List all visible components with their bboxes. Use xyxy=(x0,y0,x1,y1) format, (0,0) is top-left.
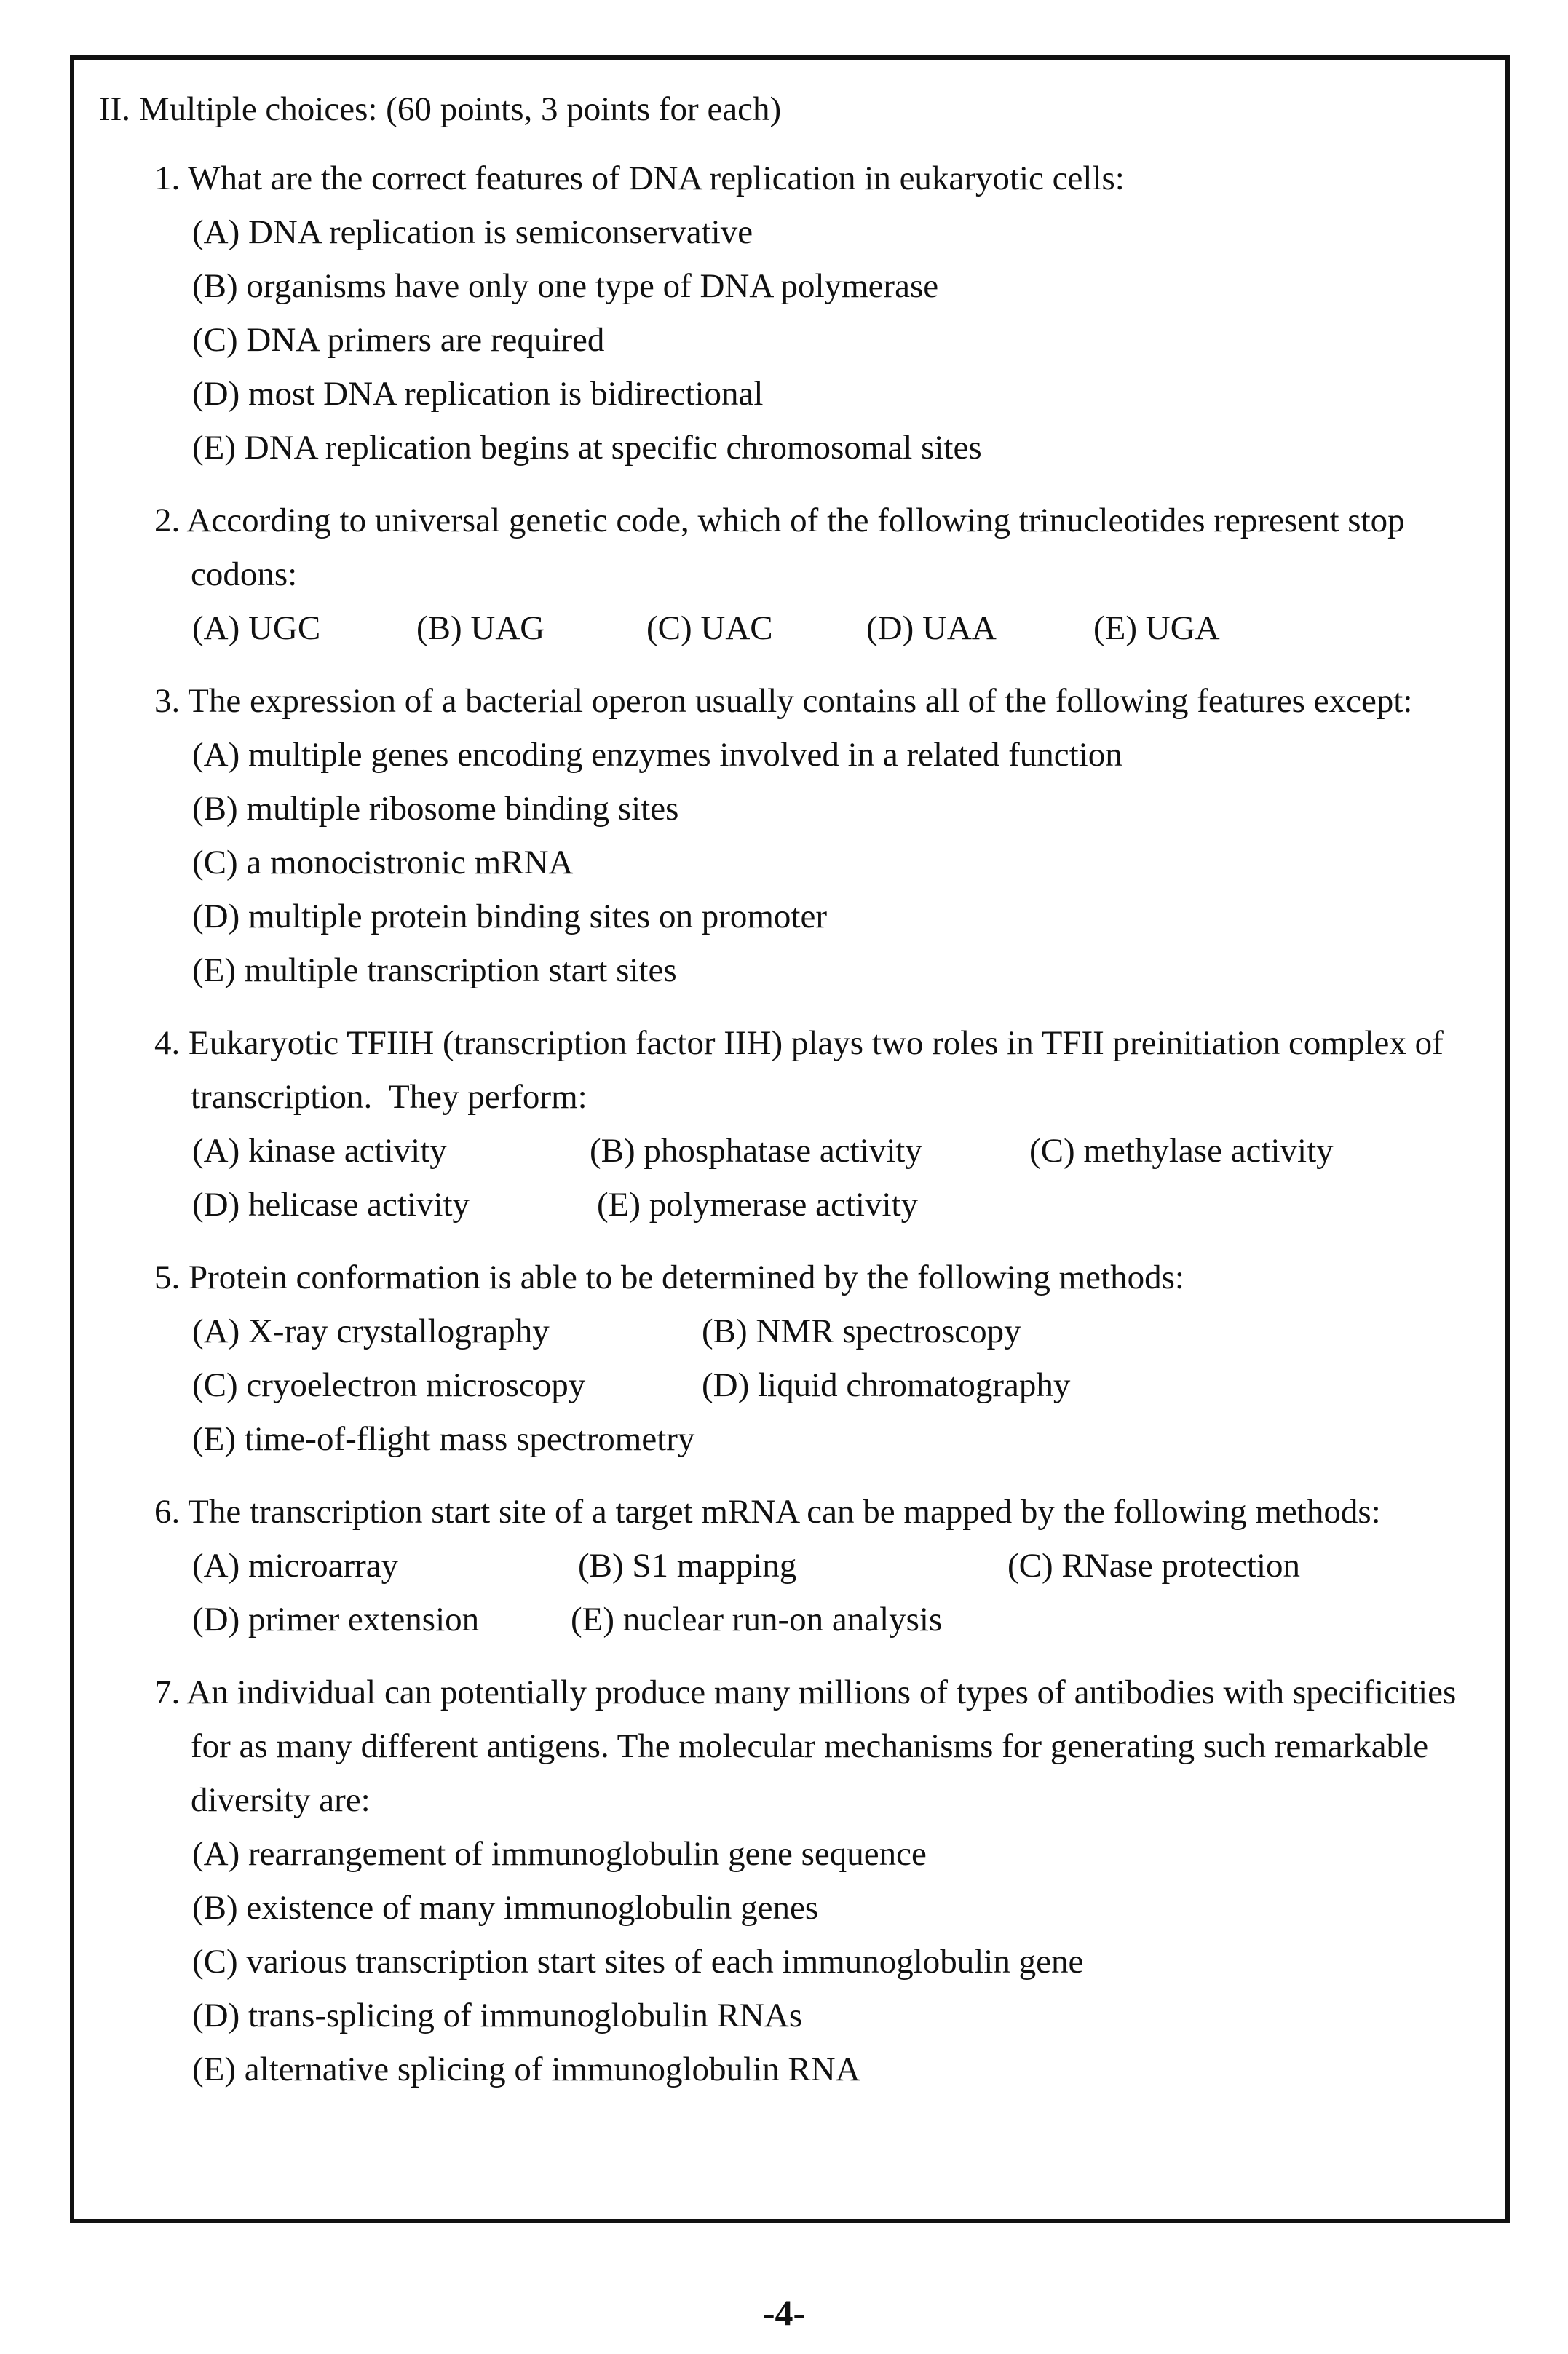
option-row xyxy=(99,1178,1476,1232)
question-stem xyxy=(99,1251,1476,1304)
option-e: (E) multiple transcription start sites xyxy=(192,951,677,989)
question-1 xyxy=(99,151,1476,475)
option-a: (A) UGC xyxy=(192,609,321,647)
question-frame xyxy=(70,55,1510,2223)
option-a: (A) multiple genes encoding enzymes involved in a related function xyxy=(192,736,1122,774)
option-d: (D) most DNA replication is bidirectional xyxy=(192,375,764,413)
option-row xyxy=(99,1124,1476,1178)
option-c: (C) cryoelectron microscopy xyxy=(192,1366,586,1404)
option-e: (E) polymerase activity xyxy=(597,1186,919,1224)
option-b: (B) phosphatase activity xyxy=(590,1132,922,1170)
question-number: 4. xyxy=(154,1024,181,1062)
option-row xyxy=(99,1593,1476,1646)
option-d: (D) liquid chromatography xyxy=(702,1366,1071,1404)
question-text: Protein conformation is able to be determined by the following methods: xyxy=(189,1259,1184,1296)
option-row xyxy=(99,1539,1476,1593)
option-c: (C) UAC xyxy=(646,609,773,647)
question-stem xyxy=(99,1665,1476,1827)
option-e: (E) nuclear run-on analysis xyxy=(571,1601,943,1638)
option-a: (A) microarray xyxy=(192,1547,399,1585)
option-c: (C) methylase activity xyxy=(1029,1132,1334,1170)
question-number: 1. xyxy=(154,159,181,197)
option-c: (C) various transcription start sites of each immunoglobulin gene xyxy=(192,1943,1084,1981)
section-title: II. Multiple choices: (60 points, 3 points for each) xyxy=(99,90,782,128)
option-a: (A) DNA replication is semiconservative xyxy=(192,213,753,251)
question-stem xyxy=(99,1016,1476,1124)
option-e: (E) UGA xyxy=(1093,609,1220,647)
question-number: 7. xyxy=(154,1673,181,1711)
option-d: (D) helicase activity xyxy=(192,1186,470,1224)
question-3 xyxy=(99,674,1476,997)
question-4 xyxy=(99,1016,1476,1232)
option-d: (D) trans-splicing of immunoglobulin RNAs xyxy=(192,1997,803,2034)
option-c: (C) DNA primers are required xyxy=(192,321,605,359)
question-2 xyxy=(99,494,1476,655)
option-d: (D) primer extension xyxy=(192,1601,480,1638)
option-row xyxy=(99,601,1476,655)
option-a: (A) rearrangement of immunoglobulin gene sequence xyxy=(192,1835,927,1873)
question-5 xyxy=(99,1251,1476,1466)
option-c: (C) RNase protection xyxy=(1007,1547,1301,1585)
option-a: (A) kinase activity xyxy=(192,1132,447,1170)
question-text: An individual can potentially produce many millions of types of antibodies with specificities for as many different antigens. The molecular mechanisms for generating such remarkable diversity are: xyxy=(186,1673,1457,1819)
question-number: 2. xyxy=(154,502,181,539)
option-d: (D) UAA xyxy=(866,609,997,647)
question-6 xyxy=(99,1485,1476,1646)
option-b: (B) multiple ribosome binding sites xyxy=(192,790,679,828)
option-d: (D) multiple protein binding sites on promoter xyxy=(192,897,827,935)
question-7 xyxy=(99,1665,1476,2096)
option-row xyxy=(99,1304,1476,1358)
option-b: (B) UAG xyxy=(416,609,545,647)
option-row xyxy=(99,1358,1476,1412)
question-stem xyxy=(99,674,1476,728)
option-c: (C) a monocistronic mRNA xyxy=(192,844,574,881)
question-stem xyxy=(99,494,1476,601)
question-text: Eukaryotic TFIIH (transcription factor IIH) plays two roles in TFII preinitiation complex of transcription. They perform: xyxy=(189,1024,1452,1116)
option-b: (B) organisms have only one type of DNA polymerase xyxy=(192,267,939,305)
option-e: (E) time-of-flight mass spectrometry xyxy=(192,1420,695,1458)
option-a: (A) X-ray crystallography xyxy=(192,1312,550,1350)
question-number: 5. xyxy=(154,1259,181,1296)
question-number: 3. xyxy=(154,682,181,720)
option-b: (B) NMR spectroscopy xyxy=(702,1312,1021,1350)
question-text: What are the correct features of DNA replication in eukaryotic cells: xyxy=(188,159,1125,197)
question-text: The expression of a bacterial operon usually contains all of the following features except: xyxy=(188,682,1413,720)
option-b: (B) S1 mapping xyxy=(578,1547,797,1585)
question-stem xyxy=(99,1485,1476,1539)
question-number: 6. xyxy=(154,1493,181,1531)
option-b: (B) existence of many immunoglobulin genes xyxy=(192,1889,819,1927)
page-number: -4- xyxy=(762,2292,806,2333)
option-e: (E) alternative splicing of immunoglobulin RNA xyxy=(192,2050,860,2088)
question-text: The transcription start site of a target mRNA can be mapped by the following methods: xyxy=(188,1493,1381,1531)
question-stem xyxy=(99,151,1476,205)
option-e: (E) DNA replication begins at specific chromosomal sites xyxy=(192,429,982,467)
question-content xyxy=(99,86,1476,2115)
question-text: According to universal genetic code, which of the following trinucleotides represent stop codons: xyxy=(186,502,1405,593)
